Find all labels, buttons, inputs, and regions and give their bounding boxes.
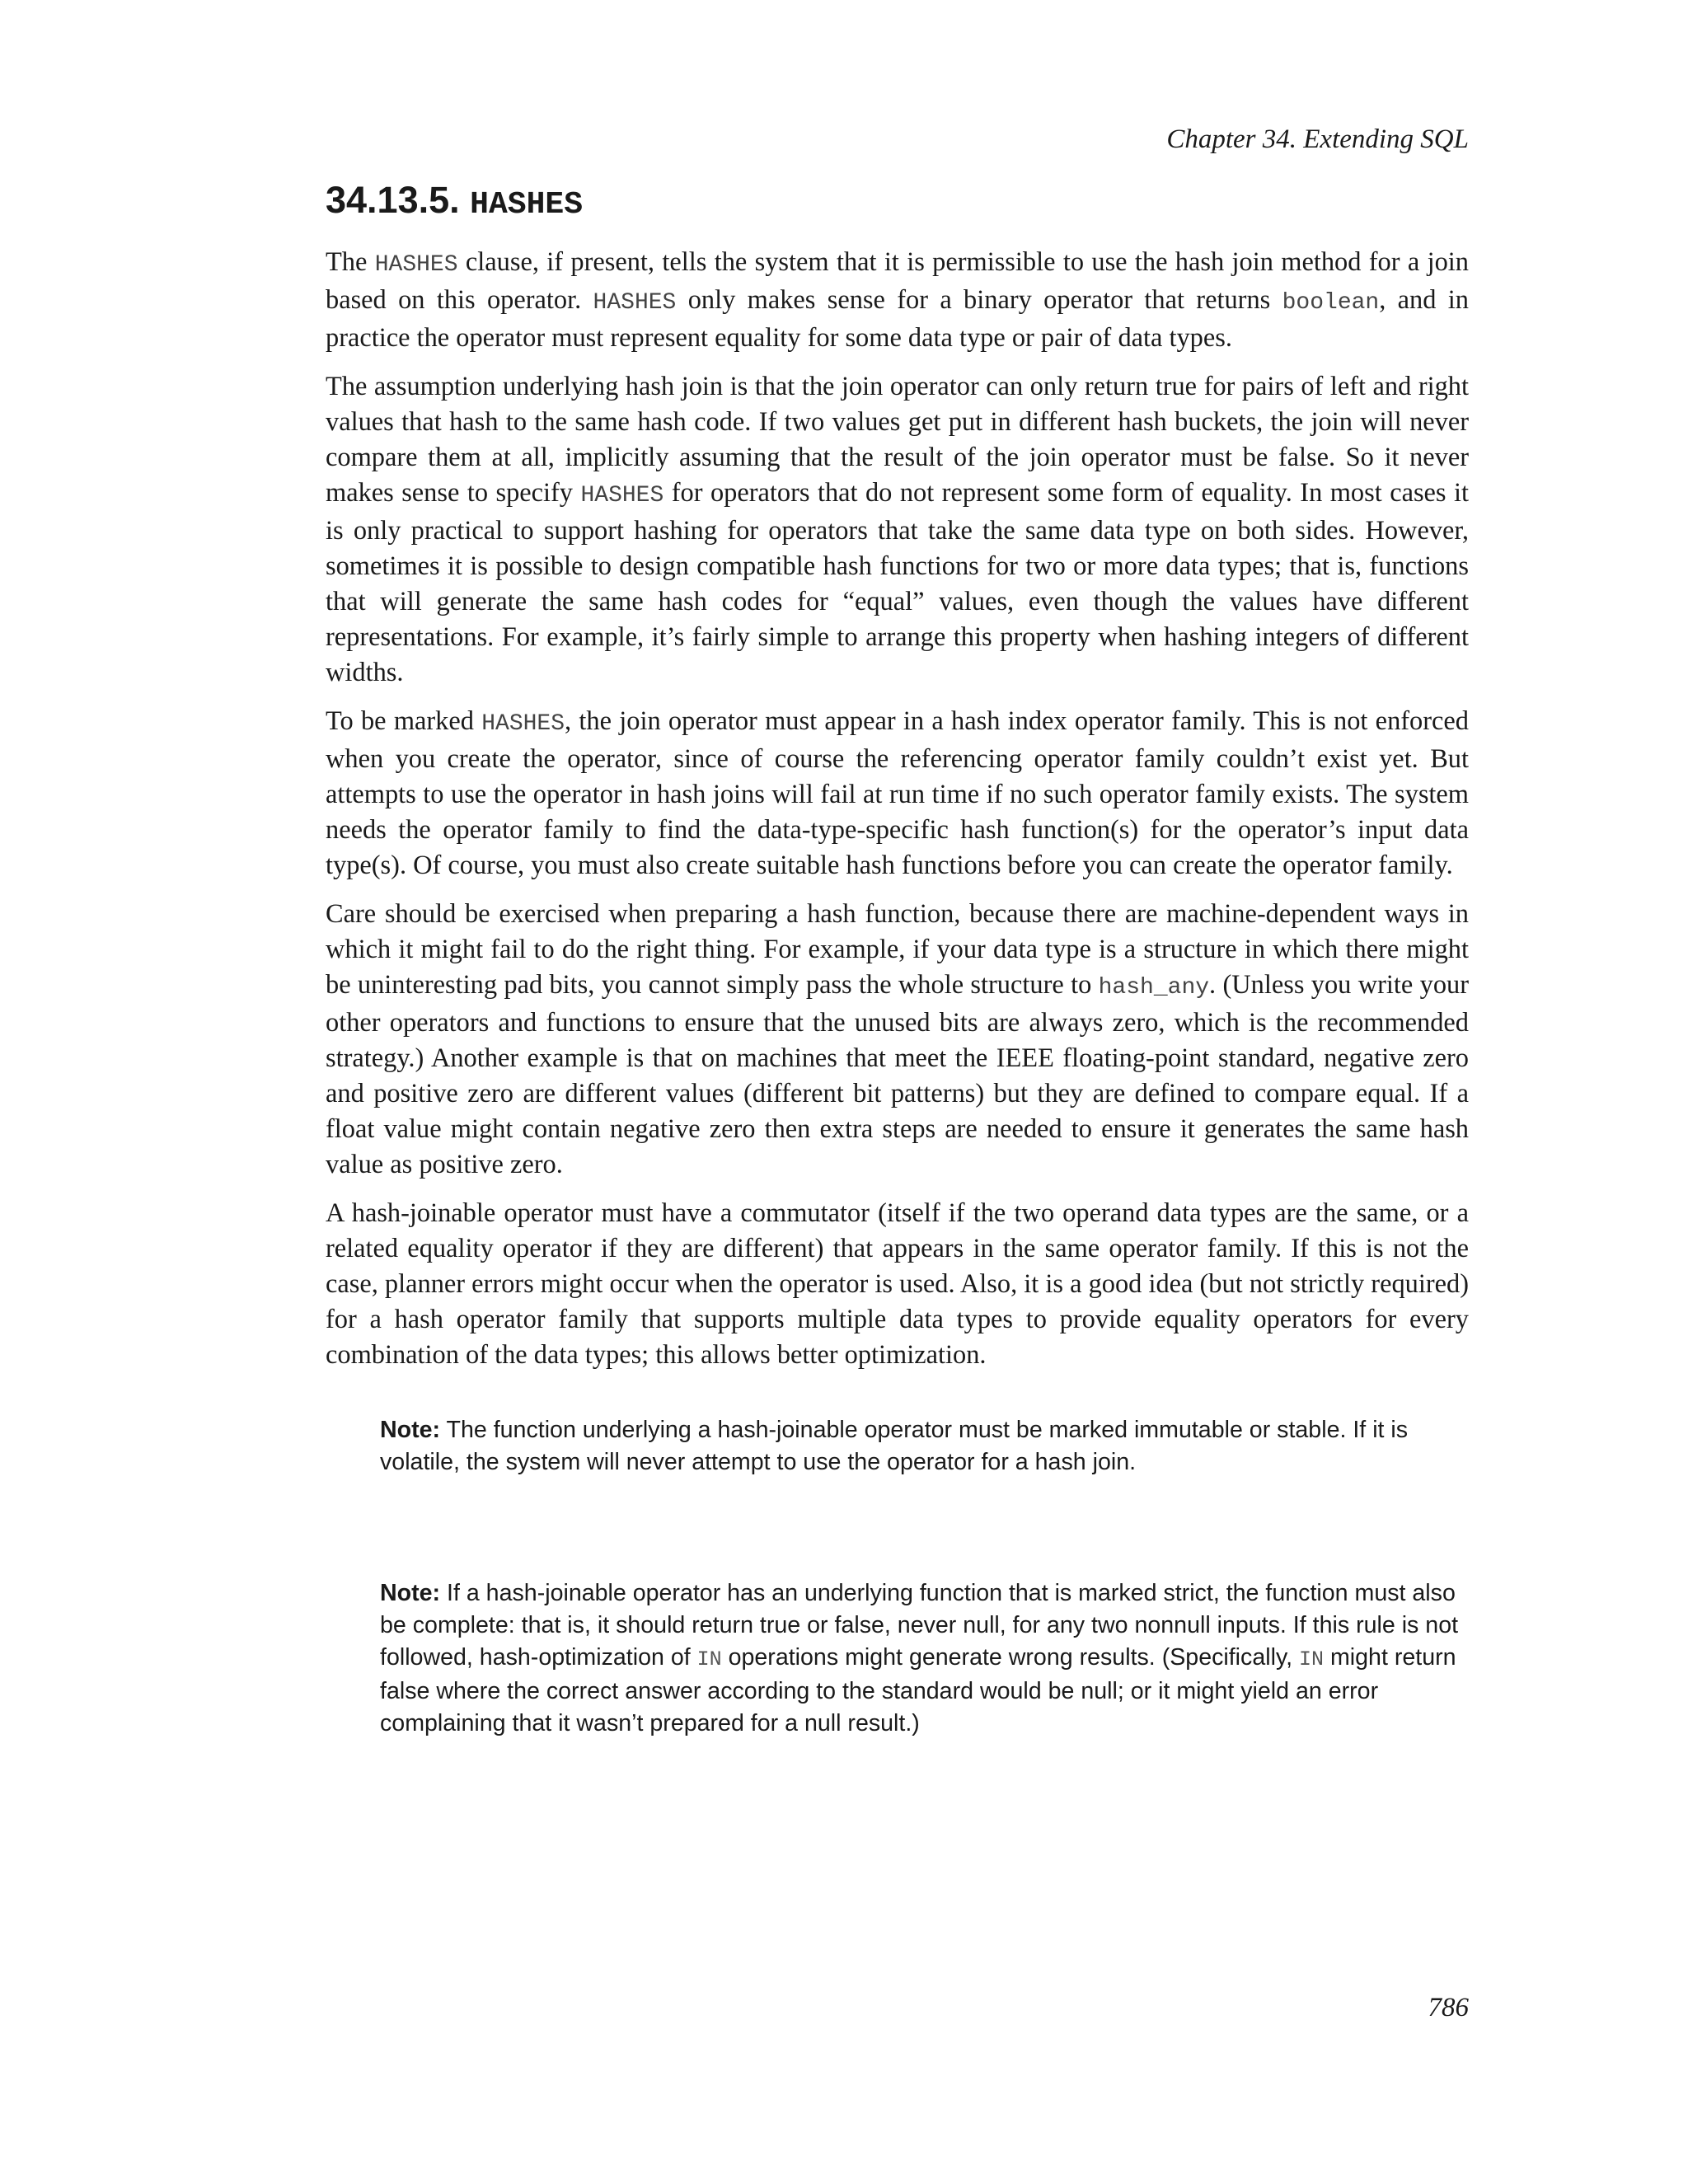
- text-run: operations might generate wrong results. (Specifically,: [721, 1644, 1300, 1671]
- code-in: IN: [1299, 1647, 1325, 1672]
- note-immutable: [380, 1414, 1469, 1479]
- note-label: Note:: [380, 1580, 441, 1607]
- code-in: IN: [696, 1647, 722, 1672]
- text-run: The assumption underlying hash join is that the join operator can only return true for pairs of left and right values that hash to the same hash code. If two values get put in different hash buckets, the join will never compare them at all, implicitly assuming that the result of the join operator must be false. So it never makes sense to specify: [326, 372, 1469, 509]
- paragraph-commutator: [326, 1196, 1469, 1373]
- section-title: [326, 180, 1469, 223]
- code-hash-any: hash_any: [1098, 975, 1210, 1001]
- paragraph-operator-family: [326, 704, 1469, 883]
- chapter-header: Chapter 34. Extending SQL: [1166, 124, 1469, 154]
- page-number: 786: [1428, 1993, 1469, 2022]
- paragraph-hash-join-assumption: [326, 369, 1469, 691]
- text-run: If a hash-joinable operator has an underlying function that is marked strict, the function must also be complete: that is, it should return true or false, never null, for any two nonnull inputs. If this rule is not followed, hash-optimization of: [380, 1580, 1459, 1671]
- text-run: The function underlying a hash-joinable operator must be marked immutable or stable. If it is volatile, the system will never attempt to use the operator for a hash join.: [380, 1417, 1409, 1476]
- text-run: only makes sense for a binary operator that returns: [676, 285, 1282, 316]
- note-strict: [380, 1577, 1469, 1740]
- text-run: for operators that do not represent some form of equality. In most cases it is only practical to support hashing for operators that take the same data type on both sides. However, sometimes it is possible to design compatible hash functions for two or more data types; that is, functions that will generate the same hash codes for “equal” values, even though the values have different representations. For example, it’s fairly simple to arrange this property when hashing integers of different widths.: [326, 478, 1469, 688]
- text-run: Care should be exercised when preparing a hash function, because there are machine-dependent ways in which it might fail to do the right thing. For example, if your data type is a structure in which there might be uninteresting pad bits, you cannot simply pass the whole structure to: [326, 899, 1469, 1001]
- code-boolean: boolean: [1282, 290, 1380, 316]
- text-run: . (Unless you write your other operators and functions to ensure that the unused bits are always zero, which is the recommended strategy.) Another example is that on machines that meet the IEEE floating-point standard, negative zero and positive zero are different values (different bit patterns) but they are defined to compare equal. If a float value might contain negative zero then extra steps are needed to ensure it generates the same hash value as positive zero.: [326, 970, 1469, 1180]
- text-run: To be marked: [326, 706, 482, 737]
- text-run: The: [326, 247, 375, 278]
- text-run: A hash-joinable operator must have a commutator (itself if the two operand data types are the same, or a related equality operator if they are different) that appears in the same operator family. If this is not the case, planner errors might occur when the operator is used. Also, it is a good idea (but not strictly required) for a hash operator family that supports multiple data types to provide equality operators for every combination of the data types; this allows better optimization.: [326, 1198, 1470, 1371]
- paragraph-hash-function-care: [326, 897, 1469, 1183]
- section-keyword: HASHES: [470, 186, 583, 223]
- text-run: might return false where the correct answer according to the standard would be null; or it might yield an error complaining that it wasn’t prepared for a null result.): [380, 1644, 1456, 1737]
- paragraph-hashes-clause: [326, 245, 1469, 356]
- text-run: clause, if present, tells the system that it is permissible to use the hash join method for a join based on this operator.: [326, 247, 1469, 316]
- text-run: , and in practice the operator must represent equality for some data type or pair of data types.: [326, 285, 1469, 354]
- text-run: , the join operator must appear in a hash index operator family. This is not enforced when you create the operator, since of course the referencing operator family couldn’t exist yet. But attempts to use the operator in hash joins will fail at run time if no such operator family exists. The system needs the operator family to find the data-type-specific hash function(s) for the operator’s input data type(s). Of course, you must also create suitable hash functions before you can create the operator family.: [326, 706, 1469, 881]
- code-hashes: HASHES: [374, 252, 458, 279]
- note-label: Note:: [380, 1417, 441, 1444]
- code-hashes: HASHES: [481, 711, 565, 738]
- code-hashes: HASHES: [593, 290, 677, 316]
- document-page: [326, 124, 1469, 1740]
- section-number: 34.13.5.: [326, 178, 460, 221]
- code-hashes: HASHES: [580, 483, 664, 509]
